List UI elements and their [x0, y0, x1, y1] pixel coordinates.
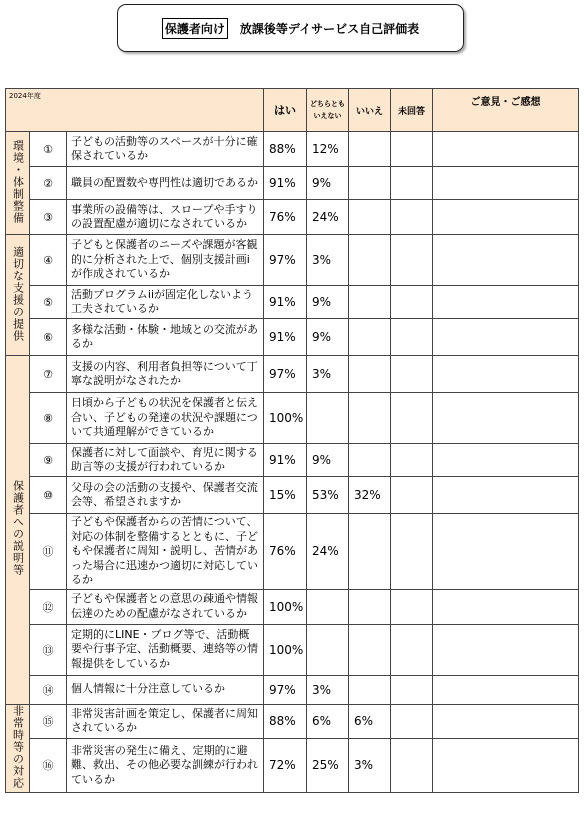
yes-percent: 100%	[264, 393, 307, 444]
audience-tag: 保護者向け	[162, 18, 228, 39]
item-number: ⑥	[30, 319, 67, 356]
unanswered-value	[391, 477, 433, 514]
header-unanswered: 未回答	[391, 89, 433, 132]
item-number: ⑦	[30, 356, 67, 393]
unanswered-value	[391, 286, 433, 319]
no-percent	[349, 200, 391, 235]
table-row	[6, 444, 579, 477]
yes-percent: 15%	[264, 477, 307, 514]
item-number: ③	[30, 200, 67, 235]
category-label: 環境・体制整備	[11, 139, 25, 224]
table-row	[6, 286, 579, 319]
item-number: ⑮	[30, 704, 67, 739]
unanswered-value	[391, 444, 433, 477]
item-number: ④	[30, 235, 67, 286]
item-number: ⑤	[30, 286, 67, 319]
comment-cell	[433, 704, 579, 739]
category-cell	[6, 132, 30, 235]
neither-percent: 9%	[307, 167, 349, 200]
no-percent	[349, 132, 391, 167]
question-text: 活動プログラムiiが固定化しないよう工夫されているか	[67, 286, 264, 319]
header-row	[6, 89, 579, 132]
category-cell	[6, 704, 30, 792]
yes-percent: 100%	[264, 624, 307, 675]
unanswered-value	[391, 514, 433, 590]
unanswered-value	[391, 167, 433, 200]
unanswered-value	[391, 739, 433, 792]
category-cell	[6, 356, 30, 705]
comment-cell	[433, 132, 579, 167]
table-row	[6, 235, 579, 286]
yes-percent: 97%	[264, 675, 307, 704]
comment-cell	[433, 444, 579, 477]
unanswered-value	[391, 200, 433, 235]
no-percent: 3%	[349, 739, 391, 792]
header-neither	[307, 89, 349, 132]
comment-cell	[433, 477, 579, 514]
neither-percent: 3%	[307, 675, 349, 704]
question-text: 子どもと保護者のニーズや課題が客観的に分析された上で、個別支援計画iが作成されているか	[67, 235, 264, 286]
item-number: ⑩	[30, 477, 67, 514]
neither-percent: 25%	[307, 739, 349, 792]
neither-percent	[307, 393, 349, 444]
comment-cell	[433, 167, 579, 200]
category-cell	[6, 235, 30, 356]
header-yes: はい	[264, 89, 307, 132]
comment-cell	[433, 286, 579, 319]
question-text: 定期的にLINE・ブログ等で、活動概要や行事予定、活動概要、連絡等の情報提供をしているか	[67, 624, 264, 675]
yes-percent: 72%	[264, 739, 307, 792]
yes-percent: 91%	[264, 444, 307, 477]
yes-percent: 91%	[264, 167, 307, 200]
header-neither-line2: いえない	[313, 112, 342, 120]
neither-percent: 24%	[307, 200, 349, 235]
header-no: いいえ	[349, 89, 391, 132]
no-percent	[349, 514, 391, 590]
no-percent: 6%	[349, 704, 391, 739]
table-row	[6, 477, 579, 514]
no-percent	[349, 356, 391, 393]
neither-percent: 6%	[307, 704, 349, 739]
no-percent: 32%	[349, 477, 391, 514]
title-box	[117, 4, 464, 52]
item-number: ⑫	[30, 589, 67, 624]
neither-percent: 24%	[307, 514, 349, 590]
unanswered-value	[391, 624, 433, 675]
question-text: 多様な活動・体験・地域との交流があるか	[67, 319, 264, 356]
unanswered-value	[391, 319, 433, 356]
unanswered-value	[391, 393, 433, 444]
neither-percent: 3%	[307, 235, 349, 286]
comment-cell	[433, 393, 579, 444]
table-row	[6, 356, 579, 393]
no-percent	[349, 589, 391, 624]
comment-cell	[433, 739, 579, 792]
question-text: 非常災害の発生に備え、定期的に避難、救出、その他必要な訓練が行われているか	[67, 739, 264, 792]
question-text: 日頃から子どもの状況を保護者と伝え合い、子どもの発達の状況や課題について共通理解ができているか	[67, 393, 264, 444]
unanswered-value	[391, 675, 433, 704]
neither-percent	[307, 624, 349, 675]
no-percent	[349, 235, 391, 286]
table-row	[6, 589, 579, 624]
header-comment: ご意見・ご感想	[433, 89, 579, 132]
item-number: ⑪	[30, 514, 67, 590]
yes-percent: 91%	[264, 286, 307, 319]
question-text: 子どもや保護者からの苦情について、対応の体制を整備するとともに、子どもや保護者に周知・説明し、苦情があった場合に迅速かつ適切に対応しているか	[67, 514, 264, 590]
unanswered-value	[391, 356, 433, 393]
neither-percent	[307, 589, 349, 624]
no-percent	[349, 624, 391, 675]
item-number: ②	[30, 167, 67, 200]
item-number: ⑯	[30, 739, 67, 792]
yes-percent: 91%	[264, 319, 307, 356]
header-neither-line1: どちらとも	[310, 100, 346, 108]
neither-percent: 12%	[307, 132, 349, 167]
fiscal-year: 2024年度	[6, 89, 264, 132]
table-row	[6, 319, 579, 356]
question-text: 父母の会の活動の支援や、保護者交流会等、希望されますか	[67, 477, 264, 514]
comment-cell	[433, 319, 579, 356]
yes-percent: 76%	[264, 514, 307, 590]
comment-cell	[433, 235, 579, 286]
neither-percent: 9%	[307, 319, 349, 356]
table-row	[6, 200, 579, 235]
unanswered-value	[391, 235, 433, 286]
question-text: 支援の内容、利用者負担等について丁寧な説明がなされたか	[67, 356, 264, 393]
comment-cell	[433, 675, 579, 704]
yes-percent: 88%	[264, 704, 307, 739]
table-row	[6, 167, 579, 200]
comment-cell	[433, 200, 579, 235]
neither-percent: 9%	[307, 286, 349, 319]
yes-percent: 100%	[264, 589, 307, 624]
yes-percent: 97%	[264, 356, 307, 393]
document-title: 放課後等デイサービス自己評価表	[239, 21, 420, 36]
table-row	[6, 132, 579, 167]
comment-cell	[433, 514, 579, 590]
neither-percent: 53%	[307, 477, 349, 514]
question-text: 子どもの活動等のスペースが十分に確保されているか	[67, 132, 264, 167]
no-percent	[349, 286, 391, 319]
item-number: ⑧	[30, 393, 67, 444]
unanswered-value	[391, 132, 433, 167]
evaluation-table	[5, 88, 579, 793]
item-number: ⑬	[30, 624, 67, 675]
table-row	[6, 514, 579, 590]
question-text: 個人情報に十分注意しているか	[67, 675, 264, 704]
comment-cell	[433, 589, 579, 624]
question-text: 保護者に対して面談や、育児に関する助言等の支援が行われているか	[67, 444, 264, 477]
yes-percent: 97%	[264, 235, 307, 286]
category-label: 適切な支援の提供	[11, 245, 25, 342]
yes-percent: 88%	[264, 132, 307, 167]
table-row	[6, 704, 579, 739]
unanswered-value	[391, 589, 433, 624]
item-number: ⑭	[30, 675, 67, 704]
unanswered-value	[391, 704, 433, 739]
item-number: ⑨	[30, 444, 67, 477]
question-text: 非常災害計画を策定し、保護者に周知されているか	[67, 704, 264, 739]
neither-percent: 3%	[307, 356, 349, 393]
comment-cell	[433, 624, 579, 675]
comment-cell	[433, 356, 579, 393]
no-percent	[349, 444, 391, 477]
table-row	[6, 675, 579, 704]
no-percent	[349, 319, 391, 356]
no-percent	[349, 675, 391, 704]
category-label: 非常時等の対応	[11, 704, 25, 789]
table-row	[6, 393, 579, 444]
table-row	[6, 624, 579, 675]
question-text: 子どもや保護者との意思の疎通や情報伝達のための配慮がなされているか	[67, 589, 264, 624]
category-label: 保護者への説明等	[11, 480, 25, 577]
neither-percent: 9%	[307, 444, 349, 477]
no-percent	[349, 393, 391, 444]
no-percent	[349, 167, 391, 200]
question-text: 事業所の設備等は、スロープや手すりの設置配慮が適切になされているか	[67, 200, 264, 235]
yes-percent: 76%	[264, 200, 307, 235]
item-number: ①	[30, 132, 67, 167]
table-row	[6, 739, 579, 792]
question-text: 職員の配置数や専門性は適切であるか	[67, 167, 264, 200]
